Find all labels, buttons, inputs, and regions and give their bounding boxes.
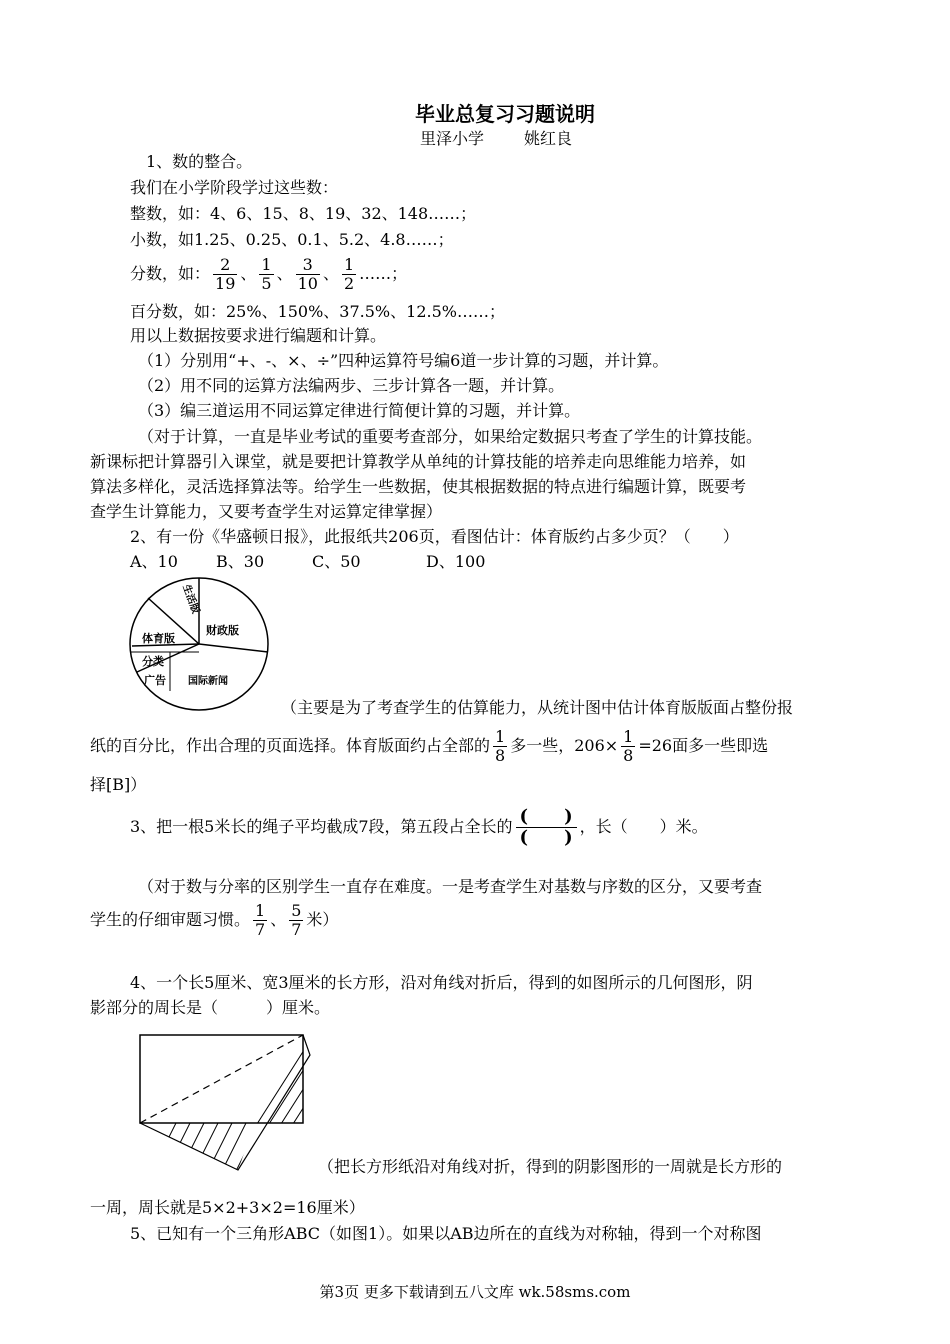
- q3-note-line1: （对于数与分率的区别学生一直存在难度。一是考查学生对基数与序数的区分，又要考查: [138, 877, 763, 896]
- q1-percents: 百分数，如：25%、150%、37.5%、12.5%……；: [130, 302, 505, 321]
- fraction: $\frac{1}{8}$: [495, 727, 506, 765]
- q1-fractions-line: 分数，如： $\frac{2}{19}$ 、 $\frac{1}{5}$ 、 $\frac{3}{10}$ 、 $\frac{1}{2}$ ……；: [130, 255, 408, 293]
- q2-note-line2: 纸的百分比，作出合理的页面选择。体育版面约占全部的 $\frac{1}{8}$ 多一些，206× $\frac{1}{8}$ =26面多一些即选: [90, 727, 769, 765]
- q1-task3: （3）编三道运用不同运算定律进行简便计算的习题，并计算。: [138, 401, 581, 420]
- q2-options: [130, 551, 485, 573]
- q3-question: 3、把一根5米长的绳子平均截成7段，第五段占全长的 $\frac{( )}{( )}$ ，长（ ）米。: [130, 806, 708, 848]
- school-name: 里泽小学: [420, 129, 485, 148]
- author-line: [420, 126, 612, 149]
- fraction: $\frac{1}{5}$: [261, 255, 272, 293]
- q1-note-line: 查学生计算能力，又要考查学生对运算定律掌握）: [90, 502, 443, 521]
- q4-line1: 4、一个长5厘米、宽3厘米的长方形，沿对角线对折后，得到的如图所示的几何图形，阴: [130, 973, 753, 992]
- fraction: $\frac{5}{7}$: [291, 901, 302, 939]
- option-a: A、10: [130, 552, 178, 571]
- q1-note-line: 新课标把计算器引入课堂，就是要把计算教学从单纯的计算技能的培养走向思维能力培养，如: [90, 452, 747, 471]
- q1-integers: 整数，如：4、6、15、8、19、32、148……；: [130, 204, 477, 223]
- q2-note-line1: （主要是为了考查学生的估算能力，从统计图中估计体育版版面占整份报: [281, 698, 794, 717]
- folded-rectangle-diagram: [130, 1025, 312, 1175]
- q1-note-line: 算法多样化，灵活选择算法等。给学生一些数据，使其根据数据的特点进行编题计算，既要考: [90, 477, 747, 496]
- q1-instruction: 用以上数据按要求进行编题和计算。: [130, 326, 387, 345]
- fraction: $\frac{1}{8}$: [623, 727, 634, 765]
- q1-task1: （1）分别用“+、-、×、÷”四种运算符号编6道一步计算的习题，并计算。: [138, 351, 669, 370]
- label-sports: 体育版: [142, 632, 175, 645]
- fraction: $\frac{1}{2}$: [343, 255, 355, 293]
- pie-chart-diagram: [128, 576, 272, 714]
- page-footer: 第3页 更多下载请到五八文库 wk.58sms.com: [319, 1283, 631, 1301]
- fractions-end: ……；: [359, 264, 408, 283]
- option-b: B、30: [216, 552, 265, 571]
- q2-note-line3: 择[B]）: [90, 775, 147, 794]
- label-intl-news: 国际新闻: [188, 676, 228, 687]
- q1-decimals: 小数，如1.25、0.25、0.1、5.2、4.8……；: [130, 230, 454, 249]
- fraction: $\frac{2}{19}$: [215, 255, 236, 293]
- q4-note-line1: （把长方形纸沿对角线对折，得到的阴影图形的一周就是长方形的: [318, 1157, 783, 1176]
- blank-fraction: $\frac{( )}{( )}$: [516, 807, 577, 848]
- q3-note-line2: 学生的仔细审题习惯。 $\frac{1}{7}$ 、 $\frac{5}{7}$ 米）: [90, 901, 339, 939]
- option-d: D、100: [426, 552, 486, 571]
- q4-note-line2: 一周，周长就是5×2+3×2=16厘米）: [90, 1198, 365, 1217]
- q1-task2: （2）用不同的运算方法编两步、三步计算各一题，并计算。: [138, 376, 565, 395]
- q2-question: 2、有一份《华盛顿日报》，此报纸共206页，看图估计：体育版约占多少页？（ ）: [130, 527, 739, 546]
- q4-line2: 影部分的周长是（ ）厘米。: [90, 998, 331, 1017]
- author-name: 姚红良: [524, 129, 573, 148]
- q1-note-line: （对于计算，一直是毕业考试的重要考查部分，如果给定数据只考查了学生的计算技能。: [138, 427, 763, 446]
- label-ads: 广告: [144, 674, 166, 687]
- q1-intro: 我们在小学阶段学过这些数：: [130, 178, 339, 197]
- label-finance: 财政版: [206, 624, 239, 637]
- label-classified: 分类: [142, 655, 164, 668]
- label-life: 生活版: [180, 583, 201, 616]
- fractions-label: 分数，如：: [130, 264, 211, 283]
- q1-heading: 1、数的整合。: [146, 152, 253, 171]
- page-title: 毕业总复习习题说明: [415, 102, 595, 126]
- fraction: $\frac{1}{7}$: [255, 901, 266, 939]
- fraction: $\frac{3}{10}$: [297, 255, 318, 293]
- q5-line1: 5、已知有一个三角形ABC（如图1）。如果以AB边所在的直线为对称轴，得到一个对称图: [130, 1224, 762, 1243]
- option-c: C、50: [312, 552, 361, 571]
